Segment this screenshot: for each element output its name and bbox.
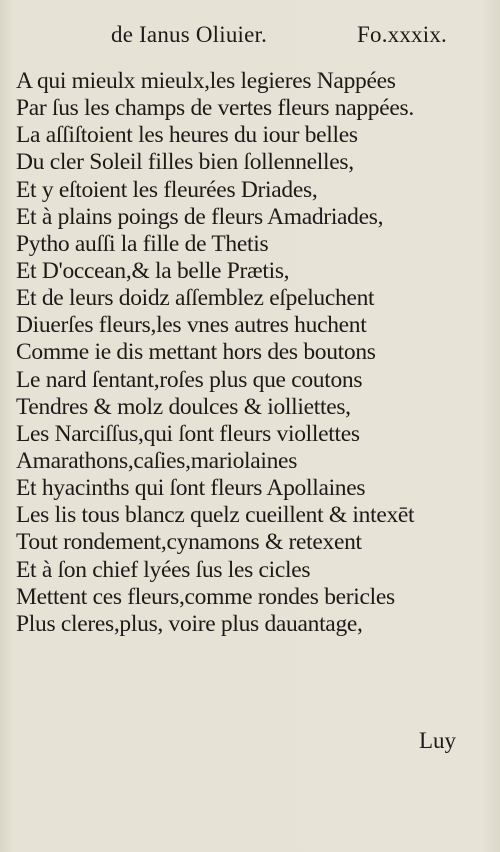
verse-line: Et à plains poings de fleurs Amadriades,: [16, 203, 384, 230]
verse-line: Comme ie dis mettant hors des boutons: [16, 339, 376, 366]
verse-line: A qui mieulx mieulx,les legieres Nappées: [16, 68, 396, 94]
verse-line: Mettent ces fleurs,comme rondes bericles: [16, 583, 395, 610]
verse-line: Et de leurs doidz aſſemblez eſpeluchent: [16, 285, 375, 312]
verse-line: Tout rondement,cynamons & retexent: [16, 529, 362, 556]
verse-line: Du cler Soleil filles bien ſollennelles,: [16, 149, 354, 176]
verse-line: Par ſus les champs de vertes fleurs nappées.: [16, 95, 414, 122]
verse-text: [16, 68, 486, 638]
verse-line: La aſſiſtoient les heures du iour belles: [16, 122, 358, 149]
verse-line: Et D'occean,& la belle Prætis,: [16, 257, 290, 284]
verse-line: Et à ſon chief lyées ſus les cicles: [16, 556, 311, 583]
verse-line: Amarathons,caſies,mariolaines: [16, 447, 298, 474]
verse-line: Plus cleres,plus, voire plus dauantage,: [16, 610, 363, 637]
running-title: de Ianus Oliuier.: [111, 22, 268, 47]
page-header: [0, 22, 500, 50]
catchword: Luy: [419, 728, 457, 753]
verse-line: Et hyacinths qui ſont fleurs Apollaines: [16, 475, 366, 502]
verse-line: Diuerſes fleurs,les vnes autres huchent: [16, 312, 367, 339]
verse-line: Les lis tous blancz quelz cueillent & intexēt: [16, 502, 415, 529]
verse-line: Le nard ſentant,roſes plus que coutons: [16, 366, 363, 393]
verse-line: Et y eſtoient les fleurées Driades,: [16, 176, 318, 203]
verse-line: Les Narciſſus,qui ſont fleurs viollettes: [16, 420, 360, 447]
verse-line: Pytho auſſi la fille de Thetis: [16, 230, 269, 257]
folio-number: Fo.xxxix.: [357, 22, 447, 47]
verse-line: Tendres & molz doulces & iolliettes,: [16, 393, 351, 420]
